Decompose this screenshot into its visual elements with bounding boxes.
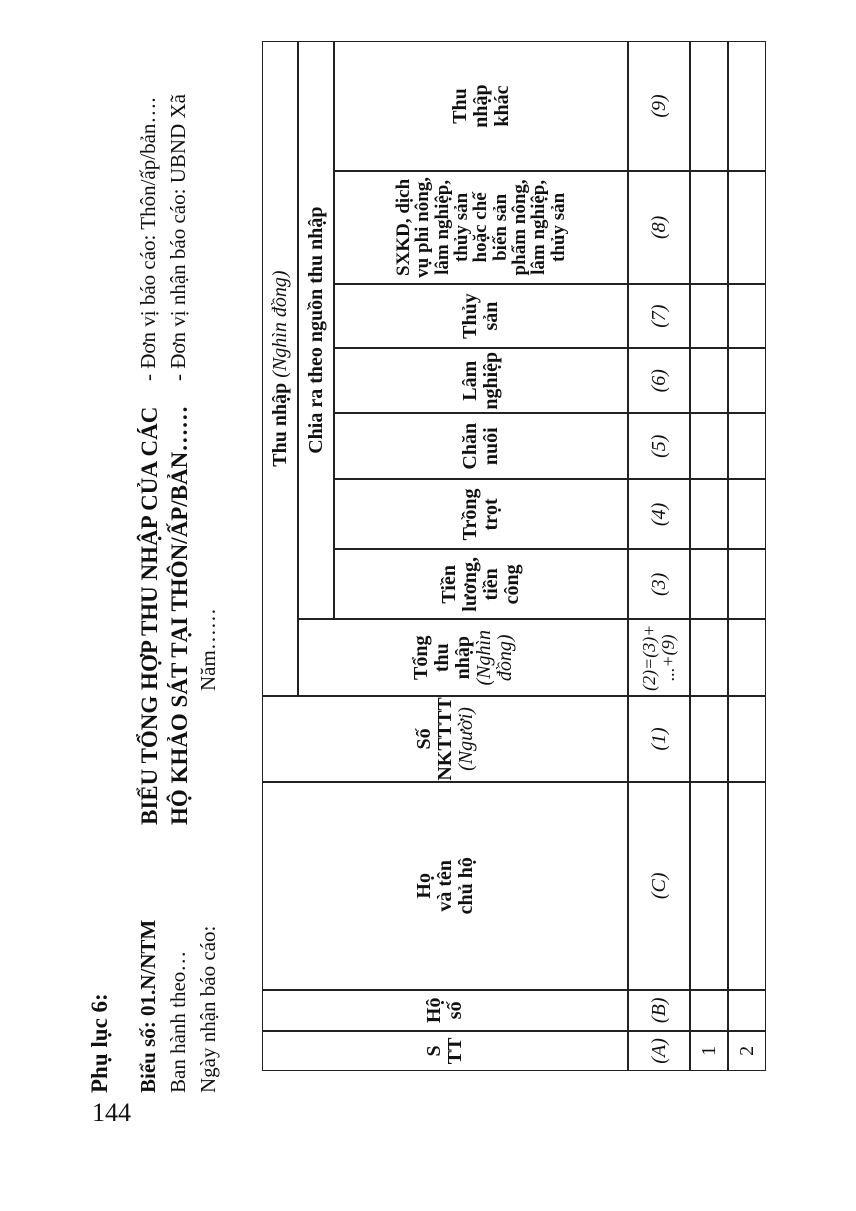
- row-1-cell[interactable]: [690, 41, 728, 171]
- row-2-cell[interactable]: [728, 413, 766, 479]
- col-other-income-header: [334, 41, 628, 171]
- nonfarm-line7: phẩm nông,: [509, 179, 531, 276]
- crops-line2: trọt: [480, 498, 502, 531]
- page-number: 144: [92, 1098, 131, 1127]
- row-1-cell[interactable]: [690, 782, 728, 990]
- code-4: (4): [628, 479, 690, 549]
- other-line1: Thu: [448, 88, 471, 124]
- income-group-header: [262, 41, 298, 696]
- code-6: (6): [628, 348, 690, 413]
- head-name-line2: và tên: [433, 859, 456, 912]
- row-2-cell[interactable]: [728, 41, 766, 171]
- row-2-cell[interactable]: [728, 696, 766, 782]
- row-2-cell[interactable]: [728, 171, 766, 284]
- report-year: Năm……: [196, 608, 220, 691]
- by-source-header: [298, 41, 334, 619]
- head-name-line3: chủ hộ: [454, 857, 477, 915]
- col-crops-header: [334, 479, 628, 549]
- fishery-line2: sản: [480, 301, 502, 331]
- head-name-line1: Họ: [412, 873, 435, 899]
- code-8: (8): [628, 171, 690, 284]
- nonfarm-line6: biến sản: [489, 193, 511, 261]
- row-1-cell[interactable]: [690, 619, 728, 696]
- report-title-line1: BIỂU TỔNG HỢP THU NHẬP CỦA CÁC: [137, 406, 162, 825]
- row-1-cell[interactable]: [690, 549, 728, 619]
- row-2-stt: 2: [728, 1031, 766, 1071]
- other-line3: khác: [490, 85, 513, 127]
- row-2-cell[interactable]: [728, 284, 766, 349]
- wages-line4: công: [501, 564, 523, 605]
- row-2-cell[interactable]: [728, 619, 766, 696]
- row-1-cell[interactable]: [690, 479, 728, 549]
- row-2-cell[interactable]: [728, 479, 766, 549]
- appendix-title: Phụ lục 6:: [87, 993, 112, 1093]
- forestry-line2: nghiệp: [480, 351, 502, 410]
- code-c: (C): [628, 782, 690, 990]
- row-2-cell[interactable]: [728, 549, 766, 619]
- fishery-line1: Thủy: [459, 293, 481, 339]
- livestock-line2: nuôi: [480, 427, 502, 466]
- row-2-cell[interactable]: [728, 782, 766, 990]
- nonfarm-line3: lâm nghiệp,: [431, 179, 453, 275]
- total-unit-line1: (Nghìn: [472, 629, 495, 686]
- income-group-unit: (Nghìn đồng): [268, 270, 291, 378]
- row-1-stt: 1: [690, 1031, 728, 1071]
- code-a: (A): [628, 1031, 690, 1071]
- code-3: (3): [628, 549, 690, 619]
- issued-by: Ban hành theo…: [166, 950, 190, 1093]
- total-line2: thu: [430, 643, 453, 673]
- code-b: (B): [628, 990, 690, 1031]
- code-5: (5): [628, 413, 690, 479]
- col-forestry-header: [334, 348, 628, 413]
- row-1-cell[interactable]: [690, 413, 728, 479]
- receiving-unit: - Đơn vị nhận báo cáo: UBND Xã: [166, 94, 190, 381]
- other-income-column: [262, 41, 766, 171]
- other-line2: nhập: [469, 84, 492, 128]
- nonfarm-line9: thủy sản: [547, 192, 569, 262]
- by-source-label: Chia ra theo nguồn thu nhập: [304, 206, 327, 454]
- crops-line1: Trồng: [459, 488, 481, 541]
- col-wages-header: [334, 549, 628, 619]
- code-2-line1: (2)=(3)+: [639, 624, 660, 691]
- household-no-line1: Hộ: [423, 997, 445, 1024]
- form-code: Biểu số: 01.N/NTM: [136, 919, 160, 1093]
- workers-unit: (Người): [454, 707, 477, 771]
- row-1-cell[interactable]: [690, 284, 728, 349]
- row-1-cell[interactable]: [690, 171, 728, 284]
- code-7: (7): [628, 284, 690, 349]
- report-title-line2: HỘ KHẢO SÁT TẠI THÔN/ẤP/BẢN……: [167, 405, 192, 825]
- wages-line1: Tiền: [438, 565, 460, 604]
- col-livestock-header: [334, 413, 628, 479]
- stt-header-line1: S: [423, 1045, 445, 1057]
- row-2-cell[interactable]: [728, 348, 766, 413]
- receive-date: Ngày nhận báo cáo:: [196, 925, 220, 1093]
- col-workers-header: [262, 696, 628, 782]
- total-unit-line2: đồng): [493, 634, 516, 682]
- reporting-unit: - Đơn vị báo cáo: Thôn/ấp/bản….: [136, 97, 160, 381]
- livestock-line1: Chăn: [459, 422, 481, 470]
- code-9: (9): [628, 41, 690, 171]
- col-fishery-header: [334, 284, 628, 349]
- wages-line3: tiền: [480, 568, 502, 601]
- col-stt-header: [262, 1031, 628, 1071]
- income-group-label: Thu nhập: [268, 382, 291, 467]
- col-household-no-header: [262, 990, 628, 1031]
- row-1-cell[interactable]: [690, 990, 728, 1031]
- nonfarm-line4: thủy sản: [450, 192, 472, 262]
- income-summary-table: [262, 171, 766, 1071]
- code-2-line2: ...+(9): [658, 634, 678, 682]
- nonfarm-line2: vụ phi nông,: [412, 176, 434, 278]
- total-line3: nhập: [451, 636, 474, 680]
- total-line1: Tổng: [409, 635, 432, 680]
- row-1-cell[interactable]: [690, 696, 728, 782]
- row-1-cell[interactable]: [690, 348, 728, 413]
- household-no-line2: số: [444, 1001, 466, 1020]
- stt-header-line2: TT: [444, 1037, 466, 1065]
- code-1: (1): [628, 696, 690, 782]
- workers-line2: NKTTTT: [433, 697, 456, 781]
- nonfarm-line5: hoặc chế: [470, 192, 492, 263]
- code-2: [628, 619, 690, 696]
- col-nonfarm-header: [334, 171, 628, 284]
- wages-line2: lương,: [459, 556, 481, 612]
- col-total-header: [298, 619, 628, 696]
- col-head-name-header: [262, 782, 628, 990]
- workers-line1: Số: [412, 728, 435, 750]
- forestry-line1: Lâm: [459, 360, 481, 401]
- nonfarm-line8: lâm nghiệp,: [528, 179, 550, 275]
- row-2-cell[interactable]: [728, 990, 766, 1031]
- nonfarm-line1: SXKD, dịch: [392, 178, 414, 276]
